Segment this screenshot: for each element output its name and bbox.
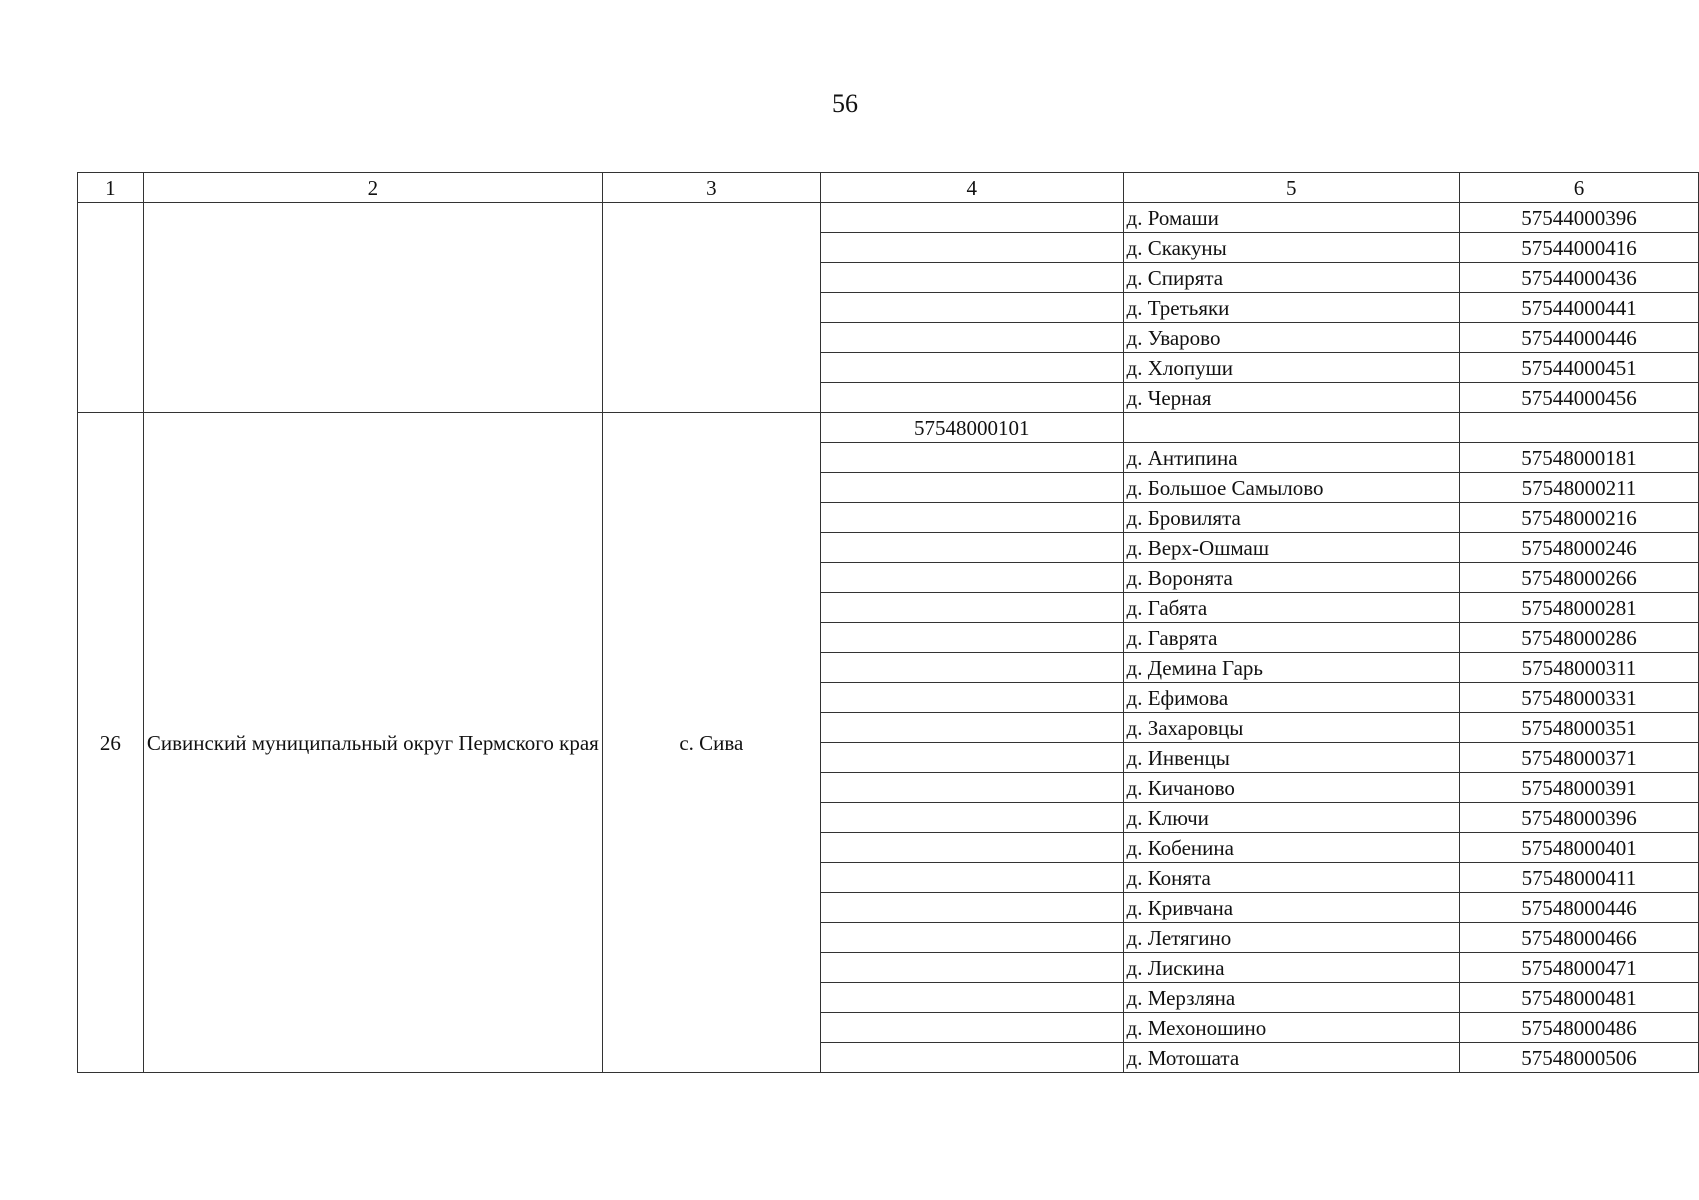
oktmo-code-cell: 57548000391 — [1459, 773, 1698, 803]
settlement-cell — [1123, 413, 1459, 443]
settlement-cell: д. Гаврята — [1123, 623, 1459, 653]
oktmo-code-cell: 57548000481 — [1459, 983, 1698, 1013]
settlement-cell: д. Спирята — [1123, 263, 1459, 293]
group-number-cell: 26 — [78, 413, 144, 1073]
center-code-cell: 57548000101 — [820, 413, 1123, 443]
header-cell-4: 4 — [820, 173, 1123, 203]
code4-cell — [820, 293, 1123, 323]
oktmo-code-cell: 57548000331 — [1459, 683, 1698, 713]
settlement-cell: д. Габята — [1123, 593, 1459, 623]
code4-cell — [820, 893, 1123, 923]
settlement-cell: д. Демина Гарь — [1123, 653, 1459, 683]
settlement-cell: д. Третьяки — [1123, 293, 1459, 323]
settlement-cell: д. Бровилята — [1123, 503, 1459, 533]
code4-cell — [820, 533, 1123, 563]
settlement-cell: д. Уварово — [1123, 323, 1459, 353]
code4-cell — [820, 1013, 1123, 1043]
oktmo-code-cell — [1459, 413, 1698, 443]
oktmo-code-cell: 57548000286 — [1459, 623, 1698, 653]
settlement-cell: д. Большое Самылово — [1123, 473, 1459, 503]
header-row — [78, 173, 1699, 203]
municipality-cell — [143, 203, 602, 413]
oktmo-code-cell: 57544000436 — [1459, 263, 1698, 293]
settlement-cell: д. Инвенцы — [1123, 743, 1459, 773]
settlement-cell: д. Летягино — [1123, 923, 1459, 953]
oktmo-code-cell: 57544000456 — [1459, 383, 1698, 413]
code4-cell — [820, 563, 1123, 593]
header-cell-3: 3 — [602, 173, 820, 203]
header-cell-6: 6 — [1459, 173, 1698, 203]
code4-cell — [820, 503, 1123, 533]
code4-cell — [820, 683, 1123, 713]
code4-cell — [820, 833, 1123, 863]
table-row — [78, 413, 1699, 443]
oktmo-code-cell: 57548000396 — [1459, 803, 1698, 833]
settlement-cell: д. Кобенина — [1123, 833, 1459, 863]
settlement-cell: д. Воронята — [1123, 563, 1459, 593]
table-row — [78, 203, 1699, 233]
oktmo-code-cell: 57548000486 — [1459, 1013, 1698, 1043]
oktmo-code-cell: 57548000216 — [1459, 503, 1698, 533]
oktmo-code-cell: 57548000411 — [1459, 863, 1698, 893]
code4-cell — [820, 473, 1123, 503]
code4-cell — [820, 923, 1123, 953]
oktmo-code-cell: 57548000246 — [1459, 533, 1698, 563]
code4-cell — [820, 1043, 1123, 1073]
settlement-cell: д. Ромаши — [1123, 203, 1459, 233]
settlement-cell: д. Антипина — [1123, 443, 1459, 473]
number-cell — [78, 203, 144, 413]
settlement-cell: д. Мехоношино — [1123, 1013, 1459, 1043]
oktmo-code-cell: 57548000281 — [1459, 593, 1698, 623]
oktmo-code-cell: 57544000451 — [1459, 353, 1698, 383]
code4-cell — [820, 953, 1123, 983]
oktmo-code-cell: 57548000311 — [1459, 653, 1698, 683]
code4-cell — [820, 863, 1123, 893]
oktmo-code-cell: 57548000371 — [1459, 743, 1698, 773]
settlement-cell: д. Захаровцы — [1123, 713, 1459, 743]
code4-cell — [820, 443, 1123, 473]
settlement-cell: д. Черная — [1123, 383, 1459, 413]
oktmo-code-cell: 57548000211 — [1459, 473, 1698, 503]
table-body — [78, 203, 1699, 1073]
code4-cell — [820, 803, 1123, 833]
code4-cell — [820, 593, 1123, 623]
oktmo-code-cell: 57548000266 — [1459, 563, 1698, 593]
oktmo-code-cell: 57548000466 — [1459, 923, 1698, 953]
settlements-table — [77, 172, 1699, 1073]
code4-cell — [820, 743, 1123, 773]
code4-cell — [820, 263, 1123, 293]
oktmo-code-cell: 57544000446 — [1459, 323, 1698, 353]
header-cell-5: 5 — [1123, 173, 1459, 203]
oktmo-code-cell: 57548000506 — [1459, 1043, 1698, 1073]
code4-cell — [820, 623, 1123, 653]
code4-cell — [820, 983, 1123, 1013]
municipality-name-cell: Сивинский муниципальный округ Пермского края — [143, 413, 602, 1073]
header-cell-2: 2 — [143, 173, 602, 203]
center-cell — [602, 203, 820, 413]
settlement-cell: д. Кривчана — [1123, 893, 1459, 923]
oktmo-code-cell: 57548000351 — [1459, 713, 1698, 743]
settlement-cell: д. Хлопуши — [1123, 353, 1459, 383]
settlement-cell: д. Лискина — [1123, 953, 1459, 983]
code4-cell — [820, 233, 1123, 263]
code4-cell — [820, 323, 1123, 353]
code4-cell — [820, 653, 1123, 683]
oktmo-code-cell: 57548000471 — [1459, 953, 1698, 983]
code4-cell — [820, 203, 1123, 233]
settlement-cell: д. Мотошата — [1123, 1043, 1459, 1073]
settlement-cell: д. Ефимова — [1123, 683, 1459, 713]
settlement-cell: д. Скакуны — [1123, 233, 1459, 263]
settlement-cell: д. Ключи — [1123, 803, 1459, 833]
oktmo-code-cell: 57548000181 — [1459, 443, 1698, 473]
oktmo-code-cell: 57544000441 — [1459, 293, 1698, 323]
settlement-cell: д. Верх-Ошмаш — [1123, 533, 1459, 563]
code4-cell — [820, 383, 1123, 413]
settlement-cell: д. Мерзляна — [1123, 983, 1459, 1013]
code4-cell — [820, 713, 1123, 743]
code4-cell — [820, 773, 1123, 803]
settlement-cell: д. Кичаново — [1123, 773, 1459, 803]
code4-cell — [820, 353, 1123, 383]
oktmo-code-cell: 57544000416 — [1459, 233, 1698, 263]
settlement-cell: д. Конята — [1123, 863, 1459, 893]
oktmo-code-cell: 57544000396 — [1459, 203, 1698, 233]
header-cell-1: 1 — [78, 173, 144, 203]
oktmo-code-cell: 57548000401 — [1459, 833, 1698, 863]
oktmo-code-cell: 57548000446 — [1459, 893, 1698, 923]
page-number: 56 — [832, 89, 858, 118]
administrative-center-cell: с. Сива — [602, 413, 820, 1073]
